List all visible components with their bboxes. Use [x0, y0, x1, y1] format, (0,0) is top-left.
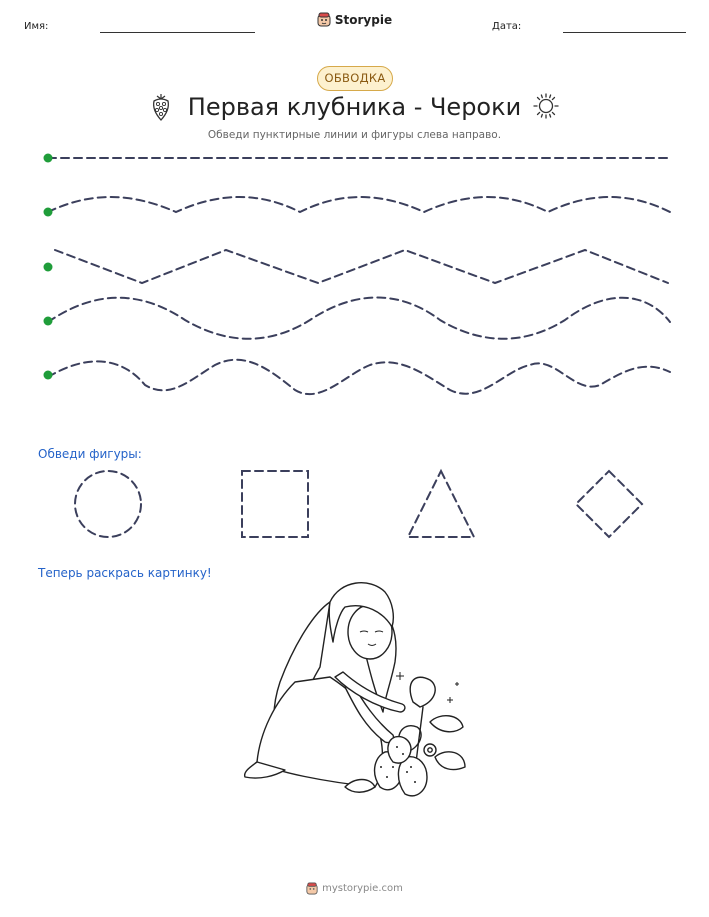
start-dot [44, 263, 53, 272]
shapes-area[interactable] [60, 462, 660, 544]
coloring-label: Теперь раскрась картинку! [38, 566, 212, 580]
trace-line-wave[interactable] [48, 197, 670, 212]
storypie-mascot-icon [317, 12, 331, 27]
name-label: Имя: [24, 21, 49, 32]
activity-badge: ОБВОДКА [317, 66, 393, 91]
start-dot [44, 371, 53, 380]
storypie-mascot-icon [306, 882, 318, 895]
footer [0, 880, 709, 899]
trace-shape-square[interactable] [242, 471, 308, 537]
sun-icon [532, 92, 560, 120]
trace-line-wave-2[interactable] [48, 298, 670, 339]
page-title: Первая клубника - Чероки [187, 93, 522, 121]
brand-name: Storypie [334, 12, 393, 27]
tracing-area[interactable] [0, 140, 709, 410]
start-dot [44, 317, 53, 326]
trace-shape-diamond[interactable] [576, 471, 642, 537]
date-label: Дата: [492, 21, 522, 32]
trace-line-wave-3[interactable] [48, 360, 670, 394]
brand-logo [0, 12, 709, 31]
trace-shape-triangle[interactable] [408, 471, 474, 537]
trace-shape-circle[interactable] [75, 471, 141, 537]
date-field[interactable] [563, 32, 686, 33]
footer-url[interactable]: mystorypie.com [322, 883, 403, 894]
name-field[interactable] [100, 32, 255, 33]
start-dot [44, 154, 53, 163]
page-subtitle: Обведи пунктирные линии и фигуры слева направо. [207, 129, 502, 141]
trace-line-zigzag[interactable] [55, 250, 668, 283]
girl-strawberry-illustration[interactable] [235, 572, 475, 812]
shapes-label: Обведи фигуры: [38, 447, 142, 461]
start-dot [44, 208, 53, 217]
